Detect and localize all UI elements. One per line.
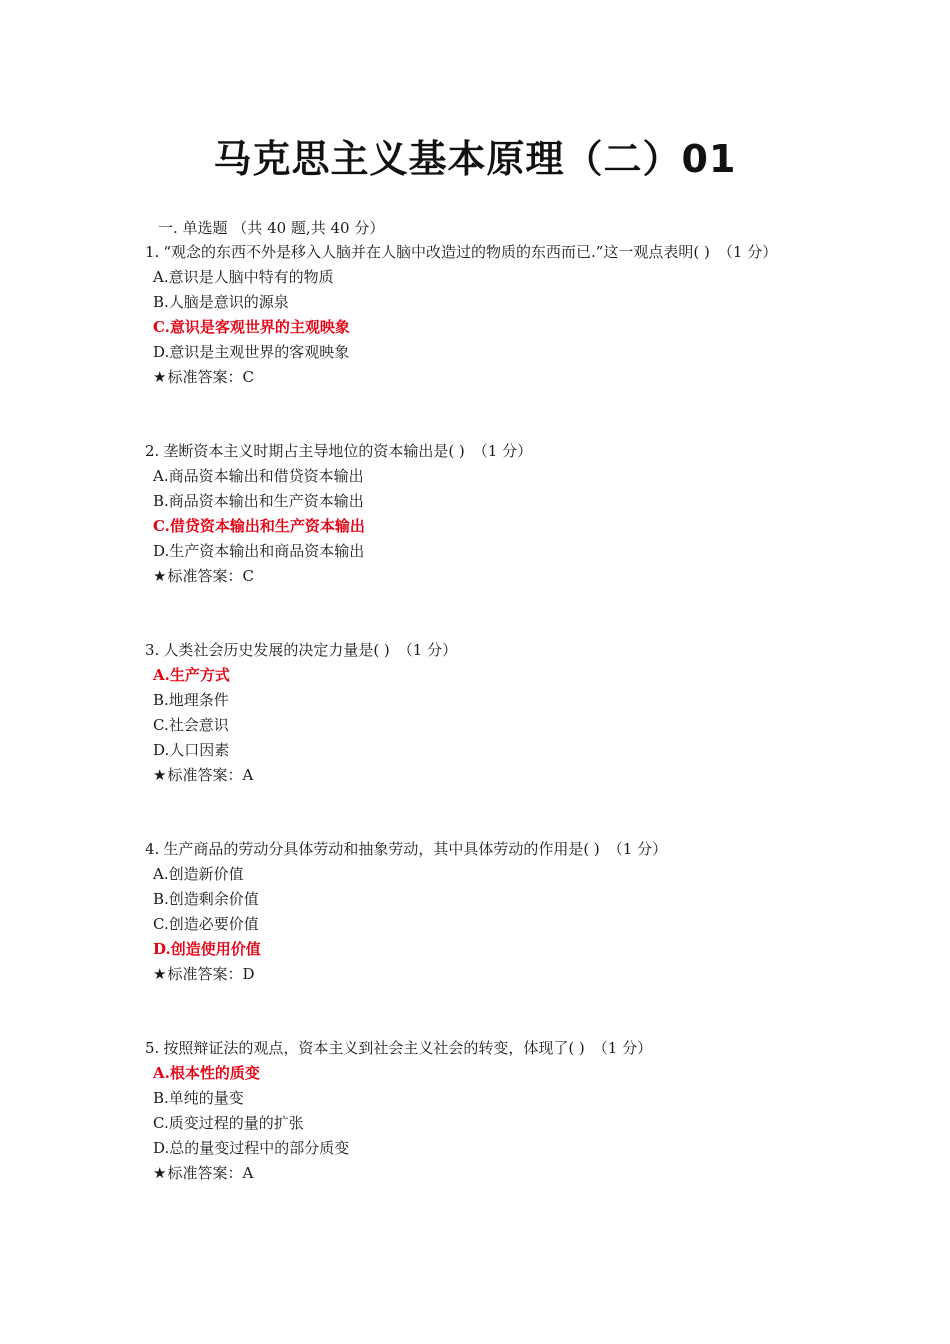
option-c: C.创造必要价值 [153,915,259,933]
section-heading: 一. 单选题 （共 40 题,共 40 分） [158,219,385,237]
option-d: D.意识是主观世界的客观映象 [153,343,350,361]
question-text: 生产商品的劳动分具体劳动和抽象劳动，其中具体劳动的作用是( ) [163,840,600,858]
option-b: B.创造剩余价值 [153,890,259,908]
question-number: 1. [145,243,160,261]
option-a: A.商品资本输出和借贷资本输出 [153,467,364,485]
option-d: D.人口因素 [153,741,230,759]
question-score: （1 分） [472,442,533,460]
question-score: （1 分） [592,1039,653,1057]
question-stem [145,240,815,265]
star-icon: ★ [153,766,167,784]
option-c-correct: C.借贷资本输出和生产资本输出 [153,517,365,535]
question-stem [145,638,815,663]
standard-answer [145,763,815,788]
option-list [145,1061,815,1161]
answer-value: A [242,766,254,784]
question-score: （1 分） [717,243,778,261]
option-a: A.意识是人脑中特有的物质 [153,268,334,286]
question-number: 4. [145,840,160,858]
option-list [145,464,815,564]
star-icon: ★ [153,965,167,983]
option-a-correct: A.生产方式 [153,666,230,684]
question-text: “观念的东西不外是移入人脑并在人脑中改造过的物质的东西而已.”这一观点表明( ) [163,243,710,261]
answer-value: C [242,368,254,386]
question-number: 5. [145,1039,160,1057]
question-text: 垄断资本主义时期占主导地位的资本输出是( ) [163,442,465,460]
answer-label: 标准答案： [167,766,243,784]
question-number: 2. [145,442,160,460]
option-b: B.地理条件 [153,691,229,709]
question-list [145,240,815,1235]
standard-answer [145,1161,815,1186]
option-list [145,663,815,763]
question-1 [145,240,815,390]
standard-answer [145,365,815,390]
standard-answer [145,564,815,589]
option-d-correct: D.创造使用价值 [153,940,261,958]
question-stem [145,837,815,862]
question-score: （1 分） [397,641,458,659]
question-score: （1 分） [607,840,668,858]
option-list [145,862,815,962]
standard-answer [145,962,815,987]
answer-value: A [242,1164,254,1182]
option-list [145,265,815,365]
option-b: B.商品资本输出和生产资本输出 [153,492,364,510]
question-stem [145,439,815,464]
question-2 [145,439,815,589]
option-b: B.单纯的量变 [153,1089,244,1107]
option-c-correct: C.意识是客观世界的主观映象 [153,318,350,336]
answer-label: 标准答案： [167,368,243,386]
star-icon: ★ [153,567,167,585]
answer-value: C [242,567,254,585]
option-d: D.生产资本输出和商品资本输出 [153,542,365,560]
star-icon: ★ [153,1164,167,1182]
option-c: C.社会意识 [153,716,229,734]
question-5 [145,1036,815,1186]
answer-label: 标准答案： [167,567,243,585]
option-b: B.人脑是意识的源泉 [153,293,289,311]
answer-label: 标准答案： [167,1164,243,1182]
question-number: 3. [145,641,160,659]
question-stem [145,1036,815,1061]
option-c: C.质变过程的量的扩张 [153,1114,304,1132]
document-title: 马克思主义基本原理（二）01 [213,137,737,181]
question-4 [145,837,815,987]
option-a-correct: A.根本性的质变 [153,1064,260,1082]
question-text: 人类社会历史发展的决定力量是( ) [163,641,390,659]
answer-label: 标准答案： [167,965,243,983]
answer-value: D [242,965,255,983]
star-icon: ★ [153,368,167,386]
option-d: D.总的量变过程中的部分质变 [153,1139,350,1157]
question-text: 按照辩证法的观点，资本主义到社会主义社会的转变，体现了( ) [163,1039,585,1057]
option-a: A.创造新价值 [153,865,244,883]
question-3 [145,638,815,788]
